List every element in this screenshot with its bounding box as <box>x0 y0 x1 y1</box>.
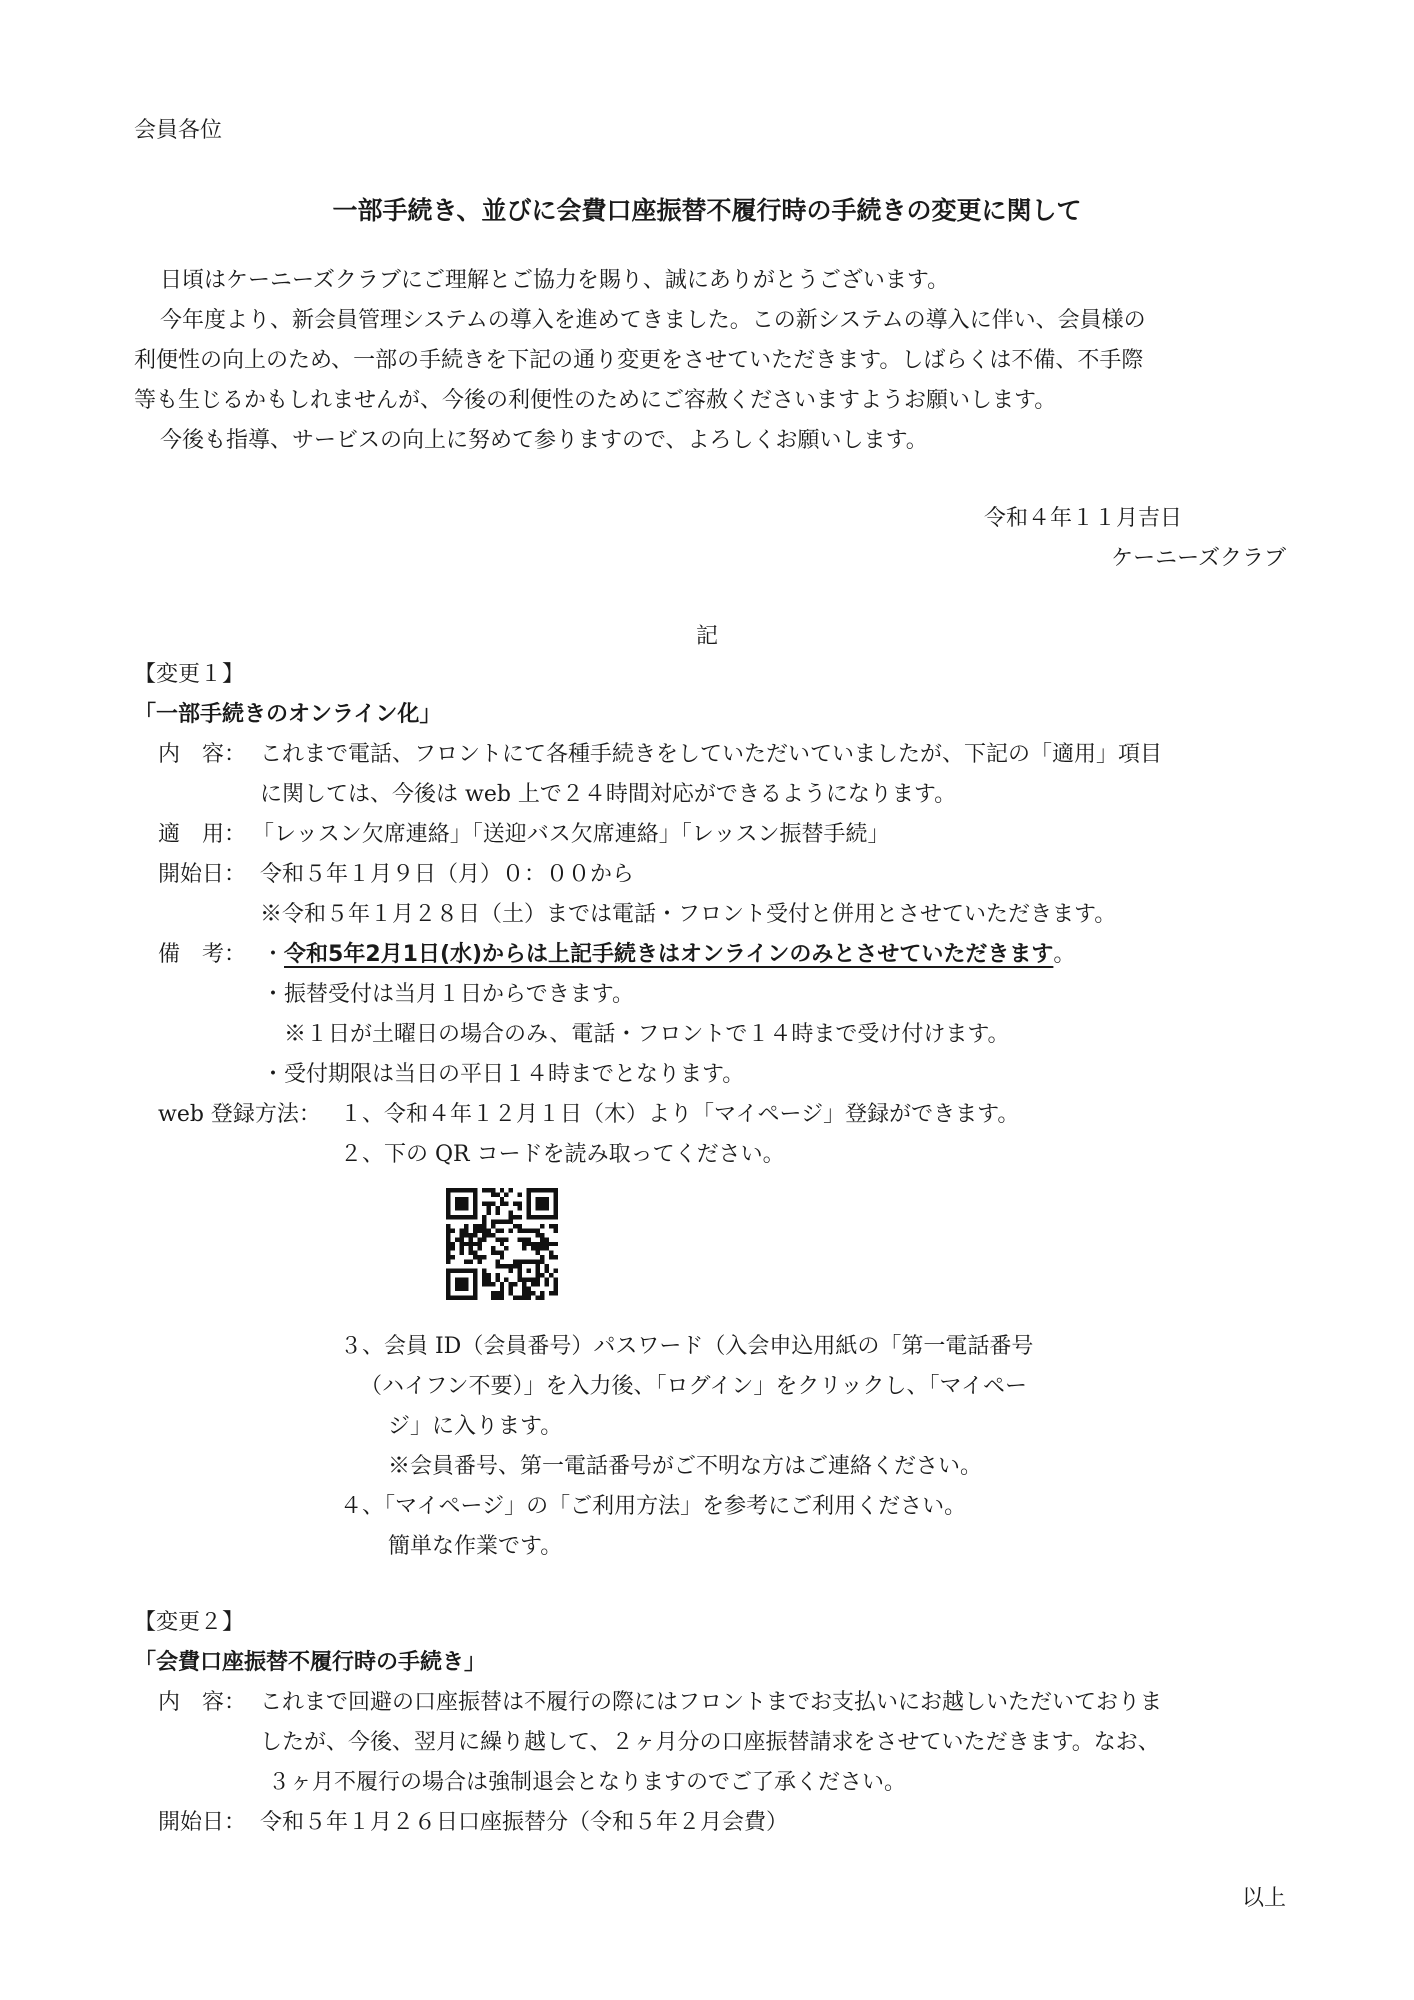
change1-content-label: 内 容： <box>158 742 247 767</box>
change1-step-1: １、令和４年１２月１日（木）より「マイページ」登録ができます。 <box>340 1102 1020 1127</box>
closing-mark: 以上 <box>1241 1886 1286 1911</box>
change1-remark-emphasis <box>262 944 1075 966</box>
change2-content-line-3: ３ヶ月不履行の場合は強制退会となりますのでご了承ください。 <box>268 1770 907 1795</box>
change1-web-label: web 登録方法： <box>158 1102 321 1127</box>
change1-start-note: ※令和５年１月２８日（土）までは電話・フロント受付と併用とさせていただきます。 <box>260 902 1117 927</box>
intro-line-2: 今年度より、新会員管理システムの導入を進めてきました。この新システムの導入に伴い、会員様の <box>160 308 1146 333</box>
salutation: 会員各位 <box>134 118 223 143</box>
page-title: 一部手続き、並びに会費口座振替不履行時の手続きの変更に関して <box>332 196 1082 225</box>
change1-step-2: ２、下の QR コードを読み取ってください。 <box>340 1142 785 1167</box>
change2-content-line-1: これまで回避の口座振替は不履行の際にはフロントまでお支払いにお越しいただいておりま <box>260 1690 1163 1715</box>
change1-remark-3: ・受付期限は当日の平日１４時までとなります。 <box>262 1062 745 1087</box>
intro-line-3: 利便性の向上のため、一部の手続きを下記の通り変更をさせていただきます。しばらくは不備、不手際 <box>134 348 1144 373</box>
change1-heading: 「一部手続きのオンライン化」 <box>134 702 442 727</box>
change1-step-note: ※会員番号、第一電話番号がご不明な方はご連絡ください。 <box>388 1454 983 1479</box>
change1-apply: 「レッスン欠席連絡」「送迎バス欠席連絡」「レッスン振替手続」 <box>252 822 890 847</box>
change2-content-line-2: したが、今後、翌月に繰り越して、２ヶ月分の口座振替請求をさせていただきます。なお、 <box>260 1730 1160 1755</box>
change1-step-4: ４、「マイページ」の「ご利用方法」を参考にご利用ください。 <box>340 1494 967 1519</box>
change1-label: 【変更１】 <box>134 662 245 687</box>
change1-content-line-1: これまで電話、フロントにて各種手続きをしていただいていましたが、下記の「適用」項目 <box>260 742 1163 767</box>
change1-apply-label: 適 用： <box>158 822 247 847</box>
intro-line-4: 等も生じるかもしれませんが、今後の利便性のためにご容赦くださいますようお願いします。 <box>134 388 1057 413</box>
remark-end: 。 <box>1053 942 1076 967</box>
change2-label: 【変更２】 <box>134 1610 245 1635</box>
change1-content-line-2: に関しては、今後は web 上で２４時間対応ができるようになります。 <box>260 782 957 807</box>
intro-line-1: 日頃はケーニーズクラブにご理解とご協力を賜り、誠にありがとうございます。 <box>160 268 950 293</box>
ki-marker: 記 <box>695 624 718 649</box>
change1-remark-1: ・振替受付は当月１日からできます。 <box>262 982 635 1007</box>
qr-code-image <box>446 1188 558 1300</box>
change1-step-3-cont-1: （ハイフン不要）」を入力後、「ログイン」をクリックし、「マイペー <box>360 1374 1028 1399</box>
issue-date: 令和４年１１月吉日 <box>984 506 1183 531</box>
change1-remark-2: ※１日が土曜日の場合のみ、電話・フロントで１４時まで受け付けます。 <box>284 1022 1010 1047</box>
change1-step-4-cont: 簡単な作業です。 <box>388 1534 563 1559</box>
intro-line-5: 今後も指導、サービスの向上に努めて参りますので、よろしくお願いします。 <box>160 428 928 453</box>
change2-start: 令和５年１月２６日口座振替分（令和５年２月会費） <box>260 1810 789 1835</box>
change2-content-label: 内 容： <box>158 1690 247 1715</box>
change1-start-label: 開始日： <box>158 862 247 887</box>
change2-start-label: 開始日： <box>158 1810 247 1835</box>
change1-step-3-cont-2: ジ」に入ります。 <box>388 1414 563 1439</box>
remark-bullet: ・ <box>262 942 285 967</box>
remark-online-only: 令和5年2月1日(水)からは上記手続きはオンラインのみとさせていただきます <box>284 942 1054 967</box>
sender-name: ケーニーズクラブ <box>1111 546 1286 571</box>
change1-start: 令和５年１月９日（月）０：００から <box>260 862 635 887</box>
change1-remarks-label: 備 考： <box>158 942 247 967</box>
change1-step-3: ３、会員 ID（会員番号）パスワード（入会申込用紙の「第一電話番号 <box>340 1334 1034 1359</box>
change2-heading: 「会費口座振替不履行時の手続き」 <box>134 1650 487 1675</box>
